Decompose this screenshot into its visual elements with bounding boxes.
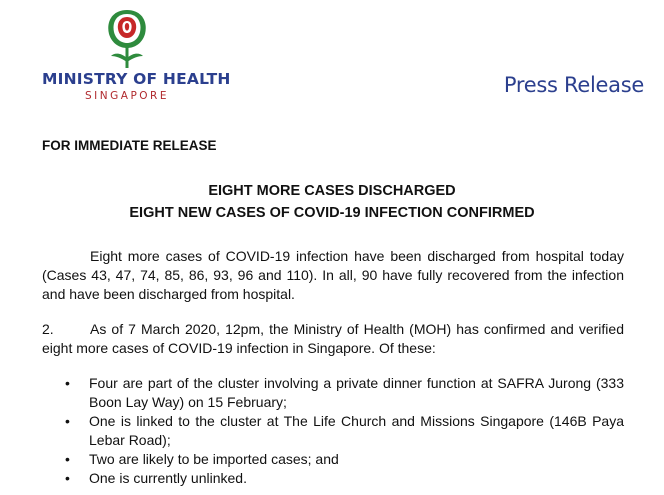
paragraph-1-text: Eight more cases of COVID-19 infection have been discharged from hospital today (Cases 43, 47, 74, 85, 86, 93, 96 and 110). In all, 90 have fully recovered from the infection and have been discharged from hospital. [42,248,624,302]
bullet-icon: • [65,451,70,467]
case-bullet-list [42,374,624,488]
bullet-icon: • [65,413,70,429]
moh-logo-icon [104,8,150,70]
paragraph-2 [42,320,624,358]
release-status-label: FOR IMMEDIATE RELEASE [42,138,217,153]
list-item: • One is currently unlinked. [65,470,247,486]
paragraph-2-text: As of 7 March 2020, 12pm, the Ministry of Health (MOH) has confirmed and verified eight more cases of COVID-19 infection in Singapore. Of these: [42,321,624,356]
list-item: • Two are likely to be imported cases; and [65,451,339,467]
bullet-icon: • [65,470,70,486]
paragraph-2-number: 2. [42,321,54,337]
list-item: • Four are part of the cluster involving a private dinner function at SAFRA Jurong (333 Boon Lay Way) on 15 February; [65,375,624,410]
list-item: • One is linked to the cluster at The Life Church and Missions Singapore (146B Paya Lebar Road); [65,413,624,448]
organization-country: SINGAPORE [85,90,169,102]
bullet-icon: • [65,375,70,391]
paragraph-1 [42,247,624,304]
headline-primary: EIGHT MORE CASES DISCHARGED [208,183,456,199]
organization-name: MINISTRY OF HEALTH [42,70,231,88]
headline-secondary: EIGHT NEW CASES OF COVID-19 INFECTION CONFIRMED [129,205,535,221]
press-release-title: Press Release [503,73,644,97]
